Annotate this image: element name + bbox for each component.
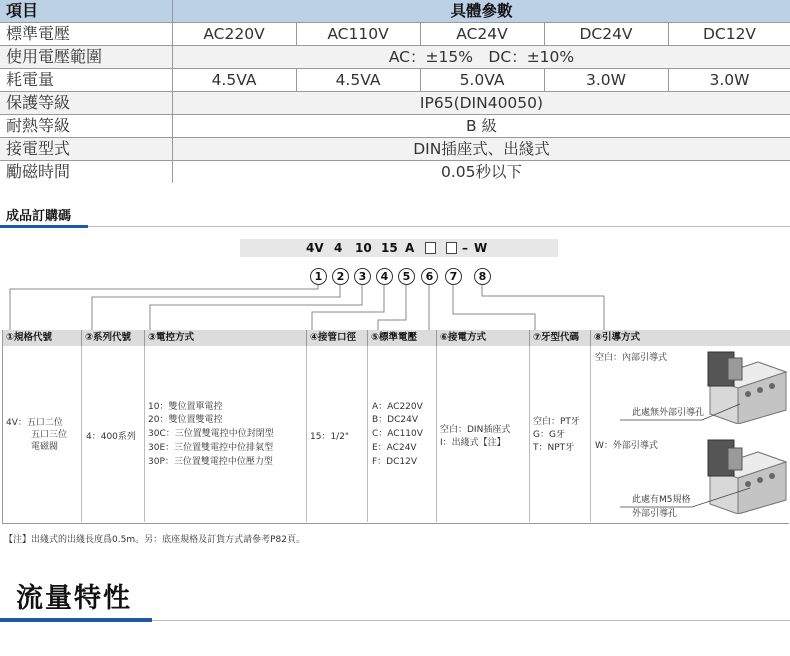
spec-cell: 4.5VA [211, 71, 257, 89]
order-cell-text: 空白：PT牙 [533, 417, 580, 427]
order-cell-text: B：DC24V [372, 415, 418, 425]
circled-number: 6 [421, 268, 438, 285]
order-cell-text: 4：400系列 [86, 432, 136, 442]
order-cell-text: 20：雙位置雙電控 [148, 415, 223, 425]
circled-number: 2 [332, 268, 349, 285]
spec-row-label: 使用電壓範圍 [6, 47, 103, 66]
order-cell-text: 30E：三位置雙電控中位排氣型 [148, 443, 274, 453]
order-cell-text: 電磁閥 [31, 442, 59, 452]
code-token: 4V [306, 241, 324, 255]
spec-cell: 5.0VA [459, 71, 505, 89]
spec-row-label: 保護等級 [6, 93, 71, 112]
circled-number: 1 [310, 268, 327, 285]
spec-row-label: 耗電量 [6, 70, 55, 89]
order-cell-text: 10：雙位置單電控 [148, 402, 223, 412]
order-cell-text: 30P：三位置雙電控中位壓力型 [148, 457, 273, 467]
spec-row-label: 標準電壓 [6, 24, 71, 43]
code-token: 4 [334, 241, 343, 255]
code-token: – [462, 241, 468, 255]
order-cell-text: A：AC220V [372, 402, 423, 412]
order-section-title: 成品訂購碼 [6, 209, 72, 224]
order-cell-text: 空白：DIN插座式 [440, 425, 511, 435]
order-cell-text: 15：1/2" [310, 432, 350, 442]
spec-cell: DC24V [579, 25, 633, 43]
order-cell-text: 4V：五口二位 [6, 418, 63, 428]
spec-header-params: 具體參數 [450, 2, 513, 20]
circled-number: 5 [398, 268, 415, 285]
order-col-header: ③電控方式 [145, 330, 307, 346]
code-token: W [474, 241, 488, 255]
spec-cell: DIN插座式、出綫式 [413, 140, 550, 158]
title-underline [0, 618, 152, 622]
order-cell-text: C：AC110V [372, 429, 423, 439]
spec-cell: 0.05秒以下 [440, 163, 522, 181]
order-cell-text: 五口三位 [31, 430, 68, 440]
callout-text: 外部引導孔 [632, 509, 678, 519]
spec-cell: AC24V [456, 25, 508, 43]
spec-cell: DC12V [702, 25, 757, 43]
circled-number: 7 [445, 268, 462, 285]
code-token: A [405, 241, 415, 255]
order-col-header: ⑤標準電壓 [368, 330, 437, 346]
flow-section-title: 流量特性 [16, 583, 132, 614]
callout-text: 此處有M5規格 [632, 495, 691, 505]
spec-cell: 3.0W [586, 71, 626, 89]
code-token: 15 [381, 241, 398, 255]
order-col-header: ⑧引導方式 [591, 330, 790, 346]
callout-text: 此處無外部引導孔 [632, 408, 705, 418]
spec-cell: AC：±15% DC：±10% [388, 48, 575, 66]
order-col-header: ⑦牙型代碼 [530, 330, 591, 346]
circled-number: 8 [474, 268, 491, 285]
order-cell-text: T：NPT牙 [533, 443, 575, 453]
spec-row-label: 勵磁時間 [6, 162, 71, 181]
order-cell-text: 空白：內部引導式 [595, 353, 668, 363]
spec-cell: B 級 [465, 117, 498, 135]
spec-cell: AC220V [203, 25, 265, 43]
code-token: 10 [355, 241, 372, 255]
spec-cell: IP65(DIN40050) [419, 94, 544, 112]
order-col-header: ⑥接電方式 [437, 330, 530, 346]
divider [152, 620, 790, 621]
order-cell-text: 30C：三位置雙電控中位封閉型 [148, 429, 274, 439]
order-col-header: ①規格代號 [3, 330, 82, 346]
order-cell-text: I：出綫式【注】 [440, 438, 506, 448]
order-cell-text: G：G牙 [533, 430, 565, 440]
spec-cell: AC110V [327, 25, 389, 43]
order-col-header: ④接管口徑 [307, 330, 368, 346]
spec-row-label: 接電型式 [6, 139, 71, 158]
spec-cell: 4.5VA [335, 71, 381, 89]
order-note: 【注】出綫式的出綫長度爲0.5m。另：底座規格及訂貨方式請參考P82頁。 [4, 535, 305, 545]
circled-number: 4 [376, 268, 393, 285]
order-col-header: ②系列代號 [82, 330, 145, 346]
order-cell-text: E：AC24V [372, 443, 417, 453]
order-cell-text: F：DC12V [372, 457, 418, 467]
spec-header-item: 項目 [6, 1, 39, 20]
spec-cell: 3.0W [709, 71, 750, 89]
spec-row-label: 耐熱等級 [6, 116, 71, 135]
order-cell-text: W：外部引導式 [595, 441, 658, 451]
circled-number: 3 [354, 268, 371, 285]
